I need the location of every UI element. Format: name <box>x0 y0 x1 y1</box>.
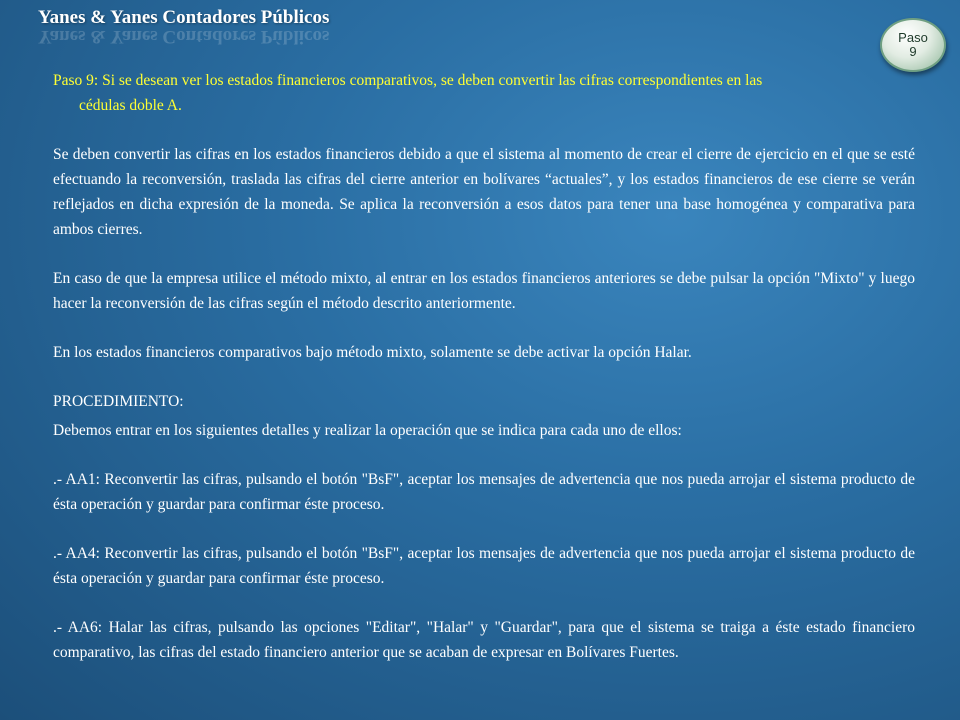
step-heading-continuation: cédulas doble A. <box>79 97 182 114</box>
procedure-label: PROCEDIMIENTO: <box>53 393 184 410</box>
step-heading-text: Paso 9: Si se desean ver los estados financieros comparativos, se deben convertir las cifras correspondientes en las <box>53 72 763 89</box>
step-heading <box>53 68 915 118</box>
procedure-item-aa6: .- AA6: Halar las cifras, pulsando las opciones "Editar", "Halar" y "Guardar", para que el sistema se traiga a éste estado financiero comparativo, las cifras del estado financiero anterior que se acaban de expresar en Bolívares Fuertes. <box>53 619 915 661</box>
procedure-intro: Debemos entrar en los siguientes detalles y realizar la operación que se indica para cada uno de ellos: <box>53 422 682 439</box>
step-badge <box>880 18 946 72</box>
step-badge-label: Paso <box>898 30 928 45</box>
paragraph-mixed-method: En caso de que la empresa utilice el método mixto, al entrar en los estados financieros anteriores se debe pulsar la opción "Mixto" y luego hacer la reconversión de las cifras según el método descrito anteriormente. <box>53 270 915 312</box>
paragraph-reconversion: Se deben convertir las cifras en los estados financieros debido a que el sistema al momento de crear el cierre de ejercicio en el que se esté efectuando la reconversión, traslada las cifras del cierre anterior en bolívares “actuales”, y los estados financieros de ese cierre se verán reflejados en dicha expresión de la moneda. Se aplica la reconversión a esos datos para tener una base homogénea y comparativa para ambos cierres. <box>53 146 915 238</box>
procedure-item-aa4: .- AA4: Reconvertir las cifras, pulsando el botón "BsF", aceptar los mensajes de advertencia que nos pueda arrojar el sistema producto de ésta operación y guardar para confirmar éste proceso. <box>53 545 915 587</box>
step-badge-number: 9 <box>909 44 917 59</box>
slide-title: Yanes & Yanes Contadores Públicos <box>38 7 330 28</box>
paragraph-halar: En los estados financieros comparativos bajo método mixto, solamente se debe activar la opción Halar. <box>53 344 692 361</box>
slide-body <box>53 68 915 665</box>
procedure-item-aa1: .- AA1: Reconvertir las cifras, pulsando el botón "BsF", aceptar los mensajes de advertencia que nos pueda arrojar el sistema producto de ésta operación y guardar para confirmar éste proceso. <box>53 471 915 513</box>
